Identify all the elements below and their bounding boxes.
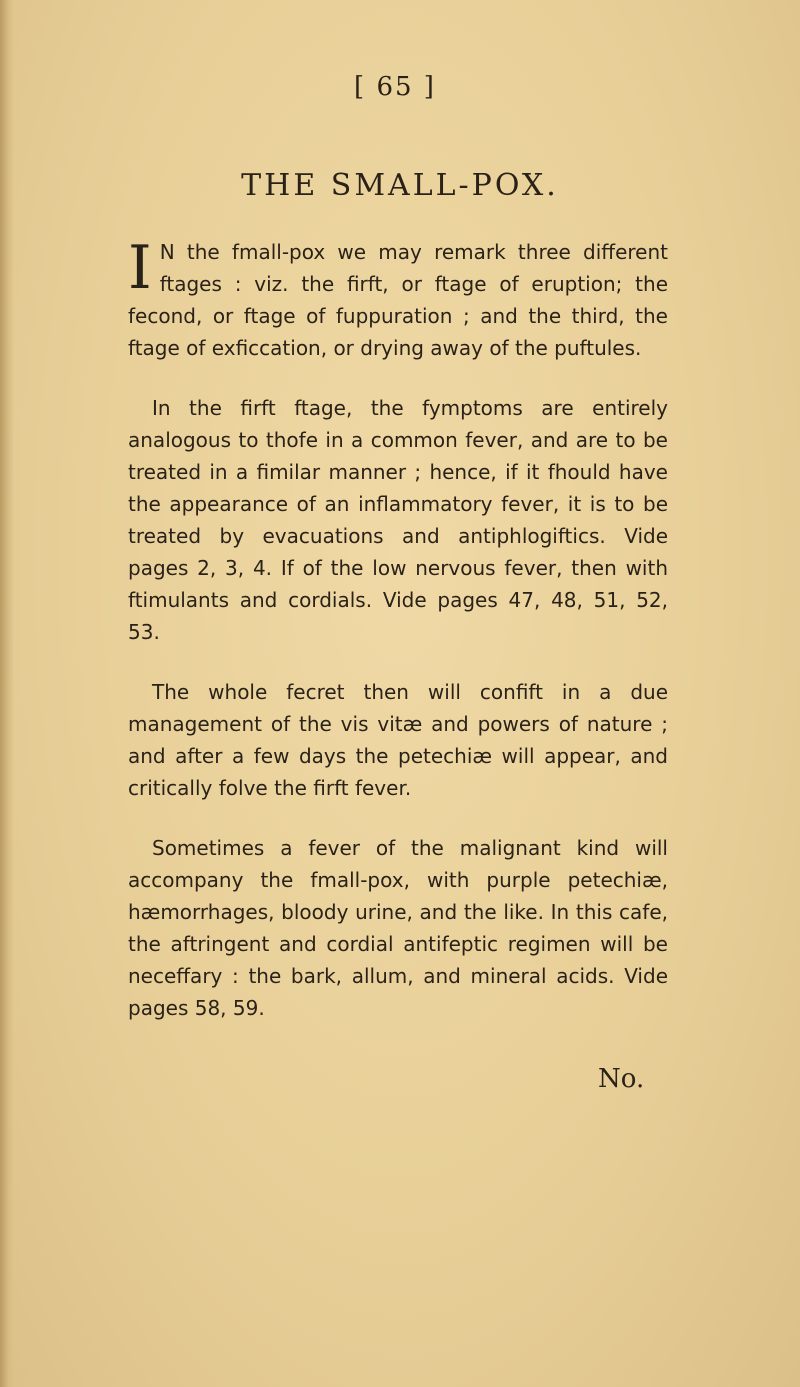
page-number: [ 65 ] [354,72,436,102]
body-text [128,233,668,1052]
paragraph-1-text: N the fmall-pox we may remark three different ftages : viz. the firft, or ftage of eruption; the fecond, or ftage of fuppuration ; and the third, the ftage of exficcation, or drying away of the puftules. [128,240,668,360]
paragraph-3: The whole fecret then will confift in a due management of the vis vitæ and powers of nature ; and after a few days the petechiæ will appear, and critically folve the firft fever. [128,680,668,800]
chapter-title: THE SMALL-POX. [241,168,559,203]
paragraph-4: Sometimes a fever of the malignant kind will accompany the fmall-pox, with purple petechiæ, hæmorrhages, bloody urine, and the like. In this cafe, the aftringent and cordial antifeptic regimen will be neceffary : the bark, allum, and mineral acids. Vide pages 58, 59. [128,836,668,1020]
catchword: No. [598,1064,645,1094]
page-edge-shadow [0,0,14,1387]
drop-cap: I [128,233,152,303]
paragraph-1 [128,233,668,364]
paragraph-2: In the firft ftage, the fymptoms are entirely analogous to thofe in a common fever, and are to be treated in a fimilar manner ; hence, if it fhould have the appearance of an inflammatory fever, it is to be treated by evacuations and antiphlogiftics. Vide pages 2, 3, 4. If of the low nervous fever, then with ftimulants and cordials. Vide pages 47, 48, 51, 52, 53. [128,396,668,644]
